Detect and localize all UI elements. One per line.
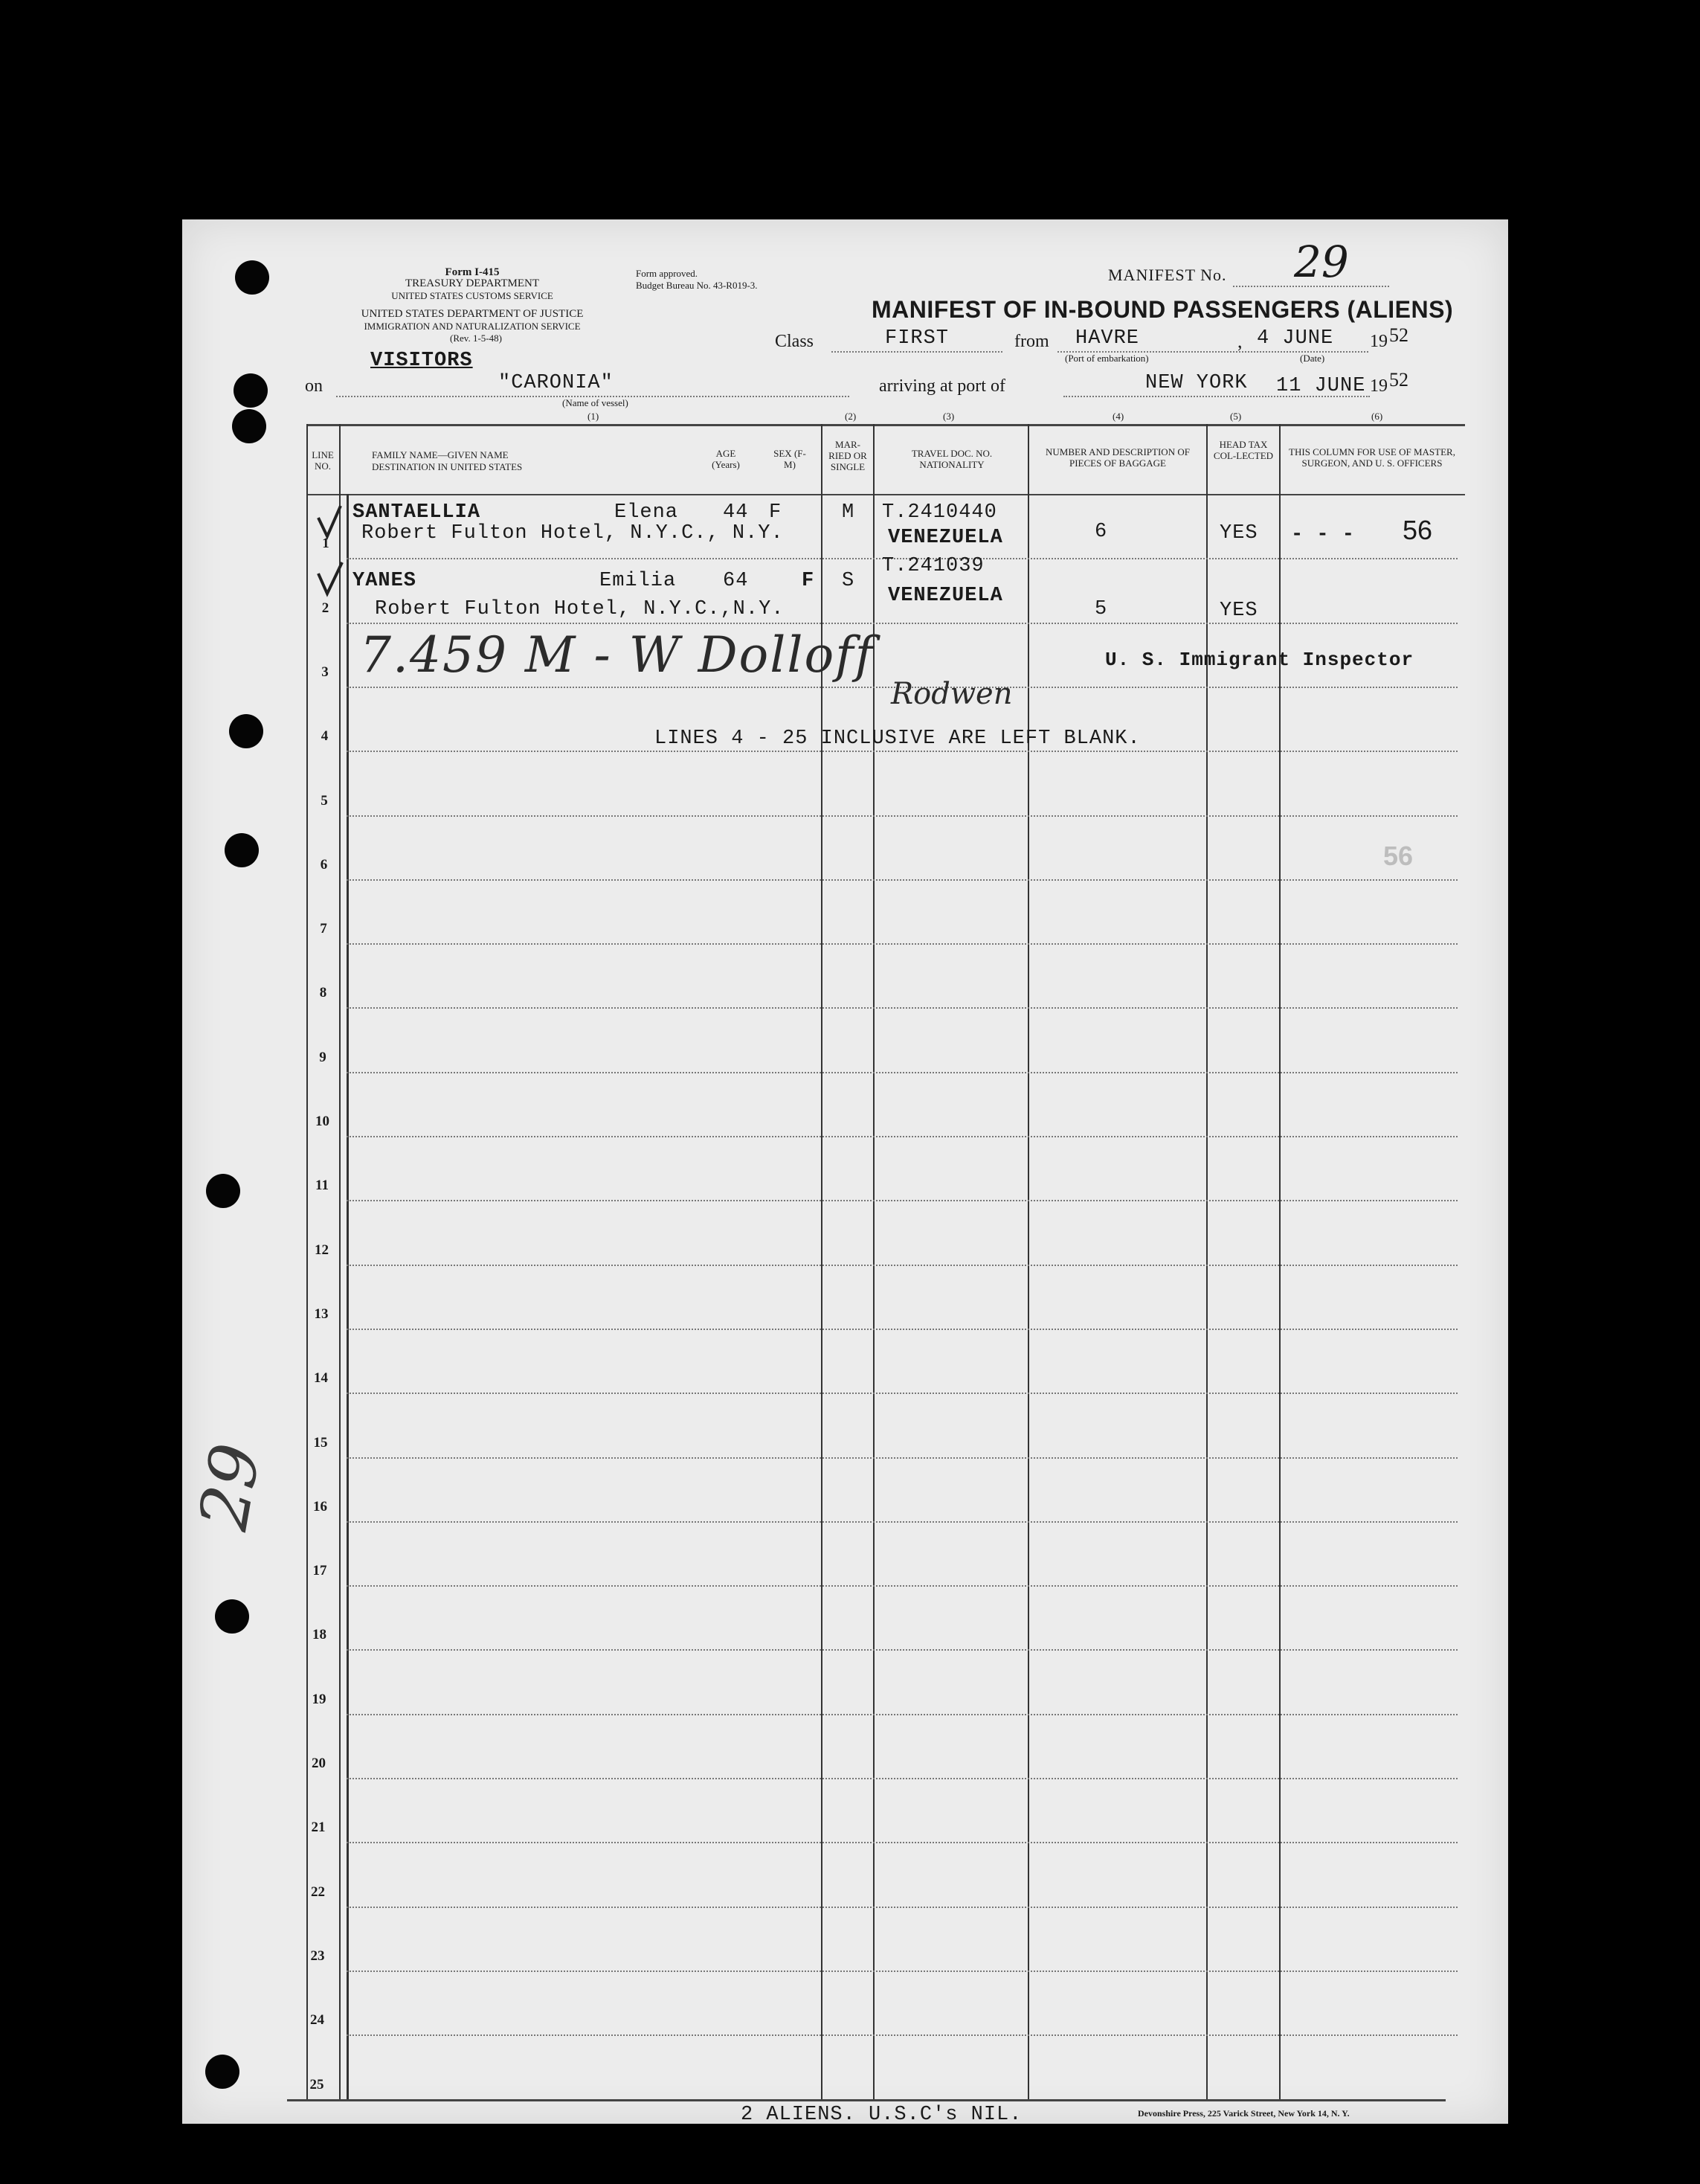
line-number: 21 <box>311 1820 326 1835</box>
arrival-year-prefix: 19 <box>1370 376 1388 396</box>
passenger-age: 44 <box>723 501 749 524</box>
line-number: 24 <box>310 2012 324 2028</box>
row-rule <box>347 1521 1458 1523</box>
line-number: 18 <box>312 1627 326 1642</box>
inspector-title: U. S. Immigrant Inspector <box>1105 649 1414 671</box>
col-num-1: (1) <box>587 411 599 422</box>
passenger-given-name: Elena <box>614 501 679 524</box>
binder-hole <box>206 1174 240 1208</box>
row-rule <box>347 879 1458 881</box>
binder-hole <box>225 833 259 867</box>
vessel-name: "CARONIA" <box>498 372 614 394</box>
passenger-nationality: VENEZUELA <box>888 585 1003 607</box>
line-number: 22 <box>311 1884 325 1900</box>
row-rule <box>347 1778 1458 1779</box>
budget-bureau: Budget Bureau No. 43-R019-3. <box>636 280 758 291</box>
justice-dept: UNITED STATES DEPARTMENT OF JUSTICE <box>361 308 584 320</box>
col-num-6: (6) <box>1371 411 1383 422</box>
binder-hole <box>229 714 263 748</box>
manifest-title: MANIFEST OF IN-BOUND PASSENGERS (ALIENS) <box>872 296 1454 323</box>
row-rule <box>347 1007 1458 1009</box>
line-number: 3 <box>321 664 329 680</box>
port-caption: (Port of embarkation) <box>1065 353 1149 364</box>
line-number: 4 <box>321 728 329 744</box>
binder-hole <box>234 373 268 408</box>
line-number: 8 <box>319 985 327 1001</box>
arrival-port: NEW YORK <box>1145 372 1248 394</box>
passenger-destination: Robert Fulton Hotel, N.Y.C., N.Y. <box>361 522 784 545</box>
passenger-family-name: SANTAELLIA <box>352 501 481 524</box>
ins-service: IMMIGRATION AND NATURALIZATION SERVICE <box>364 321 581 332</box>
col-num-5: (5) <box>1230 411 1242 422</box>
col-line-no: LINE NO. <box>312 449 334 472</box>
row-rule <box>347 1842 1458 1843</box>
row-rule <box>347 1200 1458 1201</box>
arrival-date: 11 JUNE <box>1276 375 1366 397</box>
row-rule <box>347 815 1458 817</box>
line-number: 5 <box>321 793 328 809</box>
col-officers: THIS COLUMN FOR USE OF MASTER, SURGEON, AND U. S. OFFICERS <box>1289 446 1455 469</box>
treasury-dept: TREASURY DEPARTMENT <box>405 277 540 289</box>
port-of-embarkation: HAVRE <box>1075 327 1140 350</box>
passenger-head-tax: YES <box>1220 600 1258 622</box>
col-num-2: (2) <box>845 411 857 422</box>
line-number: 23 <box>310 1948 325 1964</box>
margin-number: 29 <box>184 1438 277 1536</box>
passenger-marital: S <box>842 570 855 592</box>
col-destination: DESTINATION IN UNITED STATES <box>372 461 523 472</box>
line-number: 19 <box>312 1692 326 1707</box>
check-mark-icon <box>312 503 350 607</box>
footer-summary: 2 ALIENS. U.S.C's NIL. <box>741 2104 1023 2126</box>
passenger-doc: T.2410440 <box>882 501 997 524</box>
officer-number: 56 <box>1403 515 1433 545</box>
passenger-head-tax: YES <box>1220 522 1258 545</box>
manifest-number: 29 <box>1294 237 1349 287</box>
line-number: 12 <box>315 1242 329 1258</box>
row-rule <box>347 1265 1458 1266</box>
arrival-year-suffix: 52 <box>1389 369 1408 391</box>
line-number: 25 <box>309 2077 324 2093</box>
binder-hole <box>235 260 269 295</box>
passenger-given-name: Emilia <box>599 570 677 592</box>
line-number: 20 <box>312 1756 326 1771</box>
row-rule <box>347 1649 1458 1651</box>
col-married: MAR-RIED OR SINGLE <box>828 439 867 472</box>
col-num-3: (3) <box>943 411 955 422</box>
inspector-initials: Rodwen <box>891 677 1013 711</box>
row-rule <box>347 1457 1458 1459</box>
officer-mark: - - - <box>1291 524 1356 546</box>
embarkation-date: 4 JUNE <box>1257 327 1334 350</box>
col-baggage: NUMBER AND DESCRIPTION OF PIECES OF BAGGAGE <box>1046 446 1190 469</box>
from-label: from <box>1014 332 1049 351</box>
col-head-tax: HEAD TAX COL-LECTED <box>1213 439 1274 461</box>
form-approved: Form approved. <box>636 268 698 279</box>
col-num-4: (4) <box>1113 411 1124 422</box>
passenger-marital: M <box>842 501 855 524</box>
col-sex: SEX (F-M) <box>773 448 806 470</box>
line-number: 2 <box>321 600 329 616</box>
visitors-label: VISITORS <box>370 350 473 372</box>
embark-year-suffix: 52 <box>1389 324 1408 346</box>
row-rule <box>347 1136 1458 1137</box>
class-label: Class <box>775 332 814 351</box>
line-number: 11 <box>315 1178 329 1193</box>
passenger-baggage: 6 <box>1095 521 1108 543</box>
line-number: 16 <box>313 1499 327 1515</box>
arriving-label: arriving at port of <box>879 376 1005 396</box>
row-rule <box>347 1072 1458 1073</box>
vessel-caption: (Name of vessel) <box>562 397 628 408</box>
line-number: 13 <box>314 1306 329 1322</box>
col-age: AGE (Years) <box>712 448 740 470</box>
passenger-doc: T.241039 <box>882 555 985 577</box>
line-number: 14 <box>314 1370 328 1386</box>
line-number: 6 <box>320 857 328 873</box>
row-rule <box>347 2034 1458 2036</box>
passenger-nationality: VENEZUELA <box>888 527 1003 549</box>
row-rule <box>347 943 1458 945</box>
customs-service: UNITED STATES CUSTOMS SERVICE <box>391 290 553 301</box>
line-number: 1 <box>322 536 329 551</box>
printer-credit: Devonshire Press, 225 Varick Street, New York 14, N. Y. <box>1138 2108 1350 2119</box>
line-number: 17 <box>312 1563 327 1578</box>
passenger-age: 64 <box>723 570 749 592</box>
row-rule <box>347 751 1458 752</box>
manifest-no-label: MANIFEST No. <box>1108 266 1227 284</box>
on-label: on <box>305 376 323 396</box>
form-number: Form I-415 <box>445 266 500 278</box>
binder-hole <box>215 1599 249 1634</box>
blank-lines-note: LINES 4 - 25 INCLUSIVE ARE LEFT BLANK. <box>654 728 1141 750</box>
row-rule <box>347 1971 1458 1972</box>
binder-hole <box>232 409 266 443</box>
line-number: 15 <box>313 1435 328 1451</box>
passenger-sex: F <box>802 570 815 592</box>
passenger-sex: F <box>769 501 782 524</box>
row-rule <box>347 623 1458 624</box>
col-travel-doc: TRAVEL DOC. NO. NATIONALITY <box>911 448 993 470</box>
embark-year-prefix: 19 <box>1370 332 1388 351</box>
passenger-family-name: YANES <box>352 570 417 592</box>
line-number: 7 <box>320 921 327 937</box>
row-rule <box>347 1714 1458 1715</box>
passenger-destination: Robert Fulton Hotel, N.Y.C.,N.Y. <box>375 598 785 620</box>
binder-hole <box>205 2055 239 2089</box>
faint-number: 56 <box>1383 841 1414 871</box>
passenger-baggage: 5 <box>1095 598 1108 620</box>
date-caption: (Date) <box>1300 353 1325 364</box>
row-rule <box>347 1585 1458 1587</box>
row-rule <box>347 1393 1458 1394</box>
row-rule <box>347 1329 1458 1330</box>
line-number: 10 <box>315 1114 329 1129</box>
line-number: 9 <box>319 1050 326 1065</box>
class-value: FIRST <box>885 327 950 350</box>
row-rule <box>347 1907 1458 1908</box>
inspector-signature: 7.459 M - W Dolloff <box>360 626 875 684</box>
form-revision: (Rev. 1-5-48) <box>450 333 502 344</box>
col-name: FAMILY NAME—GIVEN NAME <box>372 449 509 460</box>
